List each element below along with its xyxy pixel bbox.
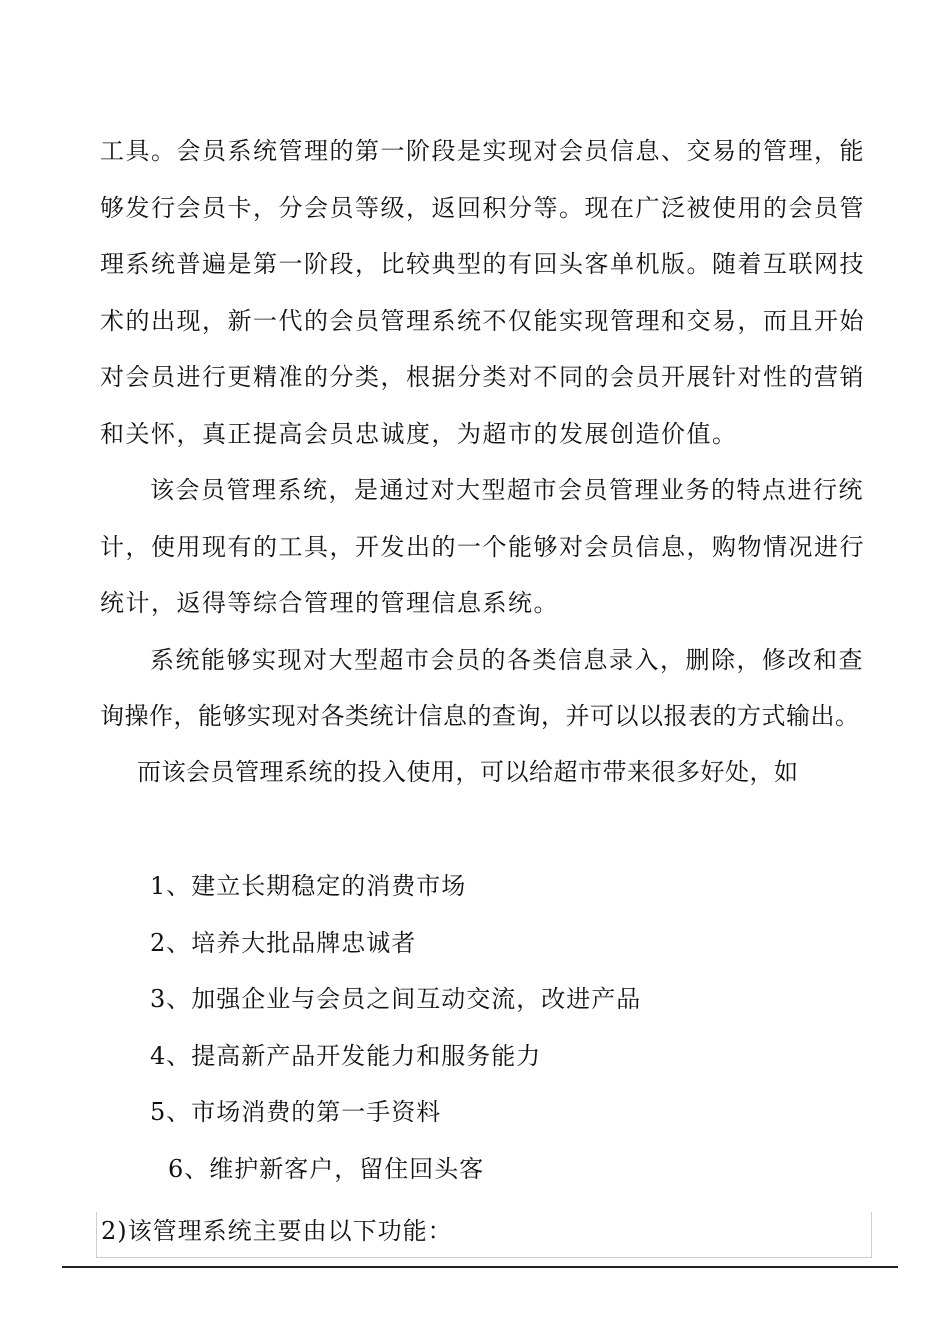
section-heading: 2)该管理系统主要由以下功能： [101, 1217, 453, 1245]
list-item: 3、加强企业与会员之间互动交流，改进产品 [150, 985, 642, 1013]
paragraph-3-line-1: 系统能够实现对大型超市会员的各类信息录入，删除，修改和查 [150, 646, 864, 674]
list-item: 5、市场消费的第一手资料 [150, 1098, 442, 1126]
list-item: 6、维护新客户，留住回头客 [168, 1155, 485, 1183]
paragraph-2-line-1: 该会员管理系统，是通过对大型超市会员管理业务的特点进行统 [150, 476, 864, 504]
page-divider [62, 1266, 898, 1268]
paragraph-3-line-2: 询操作，能够实现对各类统计信息的查询，并可以以报表的方式输出。 [100, 702, 860, 730]
paragraph-1-line-6: 和关怀，真正提高会员忠诚度，为超市的发展创造价值。 [100, 420, 738, 448]
list-item: 2、培养大批品牌忠诚者 [150, 929, 417, 957]
list-item: 1、建立长期稳定的消费市场 [150, 872, 467, 900]
paragraph-1-line-4: 术的出现，新一代的会员管理系统不仅能实现管理和交易，而且开始 [100, 307, 865, 335]
paragraph-2-line-3: 统计，返得等综合管理的管理信息系统。 [100, 589, 559, 617]
list-item: 4、提高新产品开发能力和服务能力 [150, 1042, 542, 1070]
paragraph-2-line-2: 计，使用现有的工具，开发出的一个能够对会员信息，购物情况进行 [100, 533, 865, 561]
paragraph-1-line-3: 理系统普遍是第一阶段，比较典型的有回头客单机版。随着互联网技 [100, 250, 865, 278]
paragraph-4: 而该会员管理系统的投入使用，可以给超市带来很多好处，如 [137, 758, 799, 786]
paragraph-1-line-1: 工具。会员系统管理的第一阶段是实现对会员信息、交易的管理，能 [100, 137, 865, 165]
paragraph-1-line-5: 对会员进行更精准的分类，根据分类对不同的会员开展针对性的营销 [100, 363, 865, 391]
section-heading-box [96, 1212, 872, 1258]
paragraph-1-line-2: 够发行会员卡，分会员等级，返回积分等。现在广泛被使用的会员管 [100, 194, 865, 222]
